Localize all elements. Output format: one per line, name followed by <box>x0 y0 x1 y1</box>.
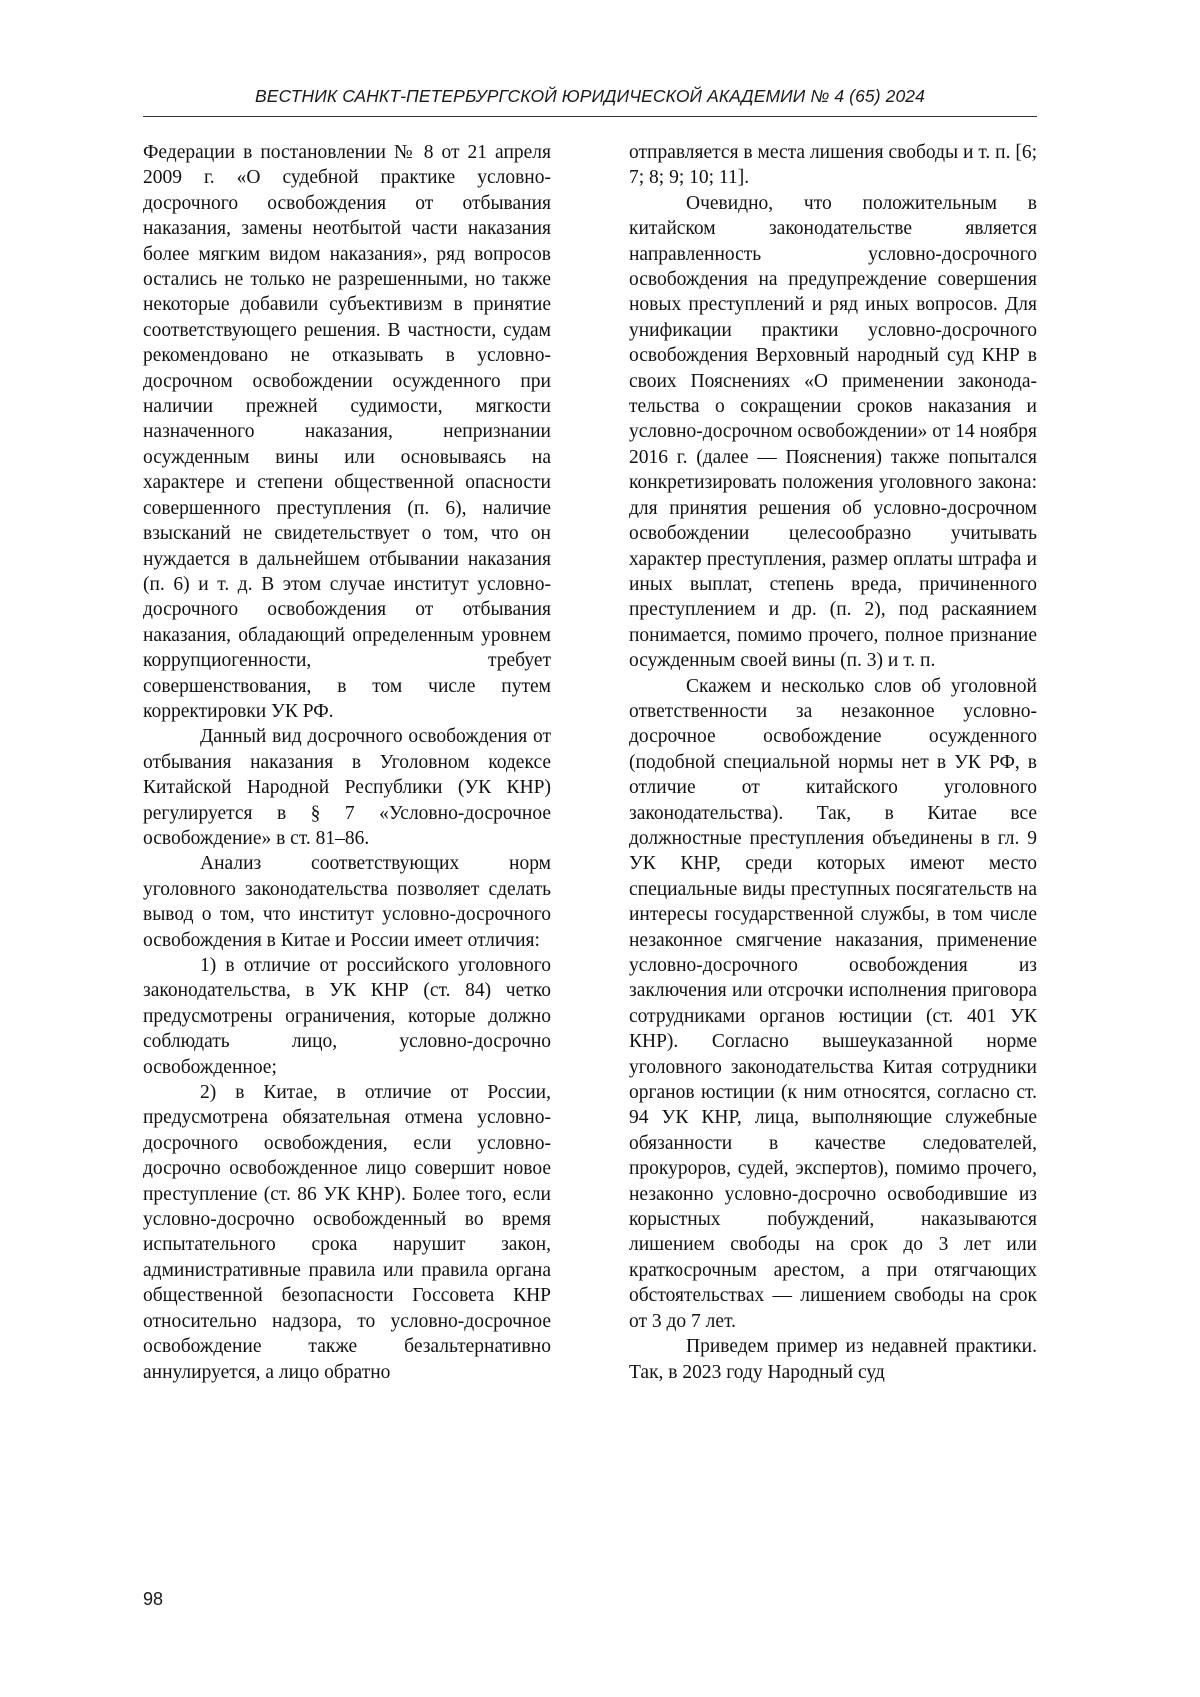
left-column <box>143 140 551 1385</box>
journal-header: ВЕСТНИК САНКТ-ПЕТЕРБУРГСКОЙ ЮРИДИЧЕСКОЙ АКАДЕМИИ № 4 (65) 2024 <box>143 86 1037 107</box>
paragraph: Скажем и несколько слов об уго­ловной ответственности за незаконное условно-досрочное освобождение осуж­денного (подобной специальной нормы нет в УК РФ, в отличие от китайского уголовного законодательства). Так, в Ки­тае все должностные преступления объединены в гл. 9 УК КНР, среди кото­рых имеют место специальные виды пре­ступных посягательств на интересы государственной службы, в том числе не­законное смягчение наказания, примене­ние условно-досрочного освобождения из заключения или отсрочки исполнения приговора сотрудниками органов юсти­ции (ст. 401 УК КНР). Согласно выше­указанной норме уголовного законода­тельства Китая сотрудники органов юс­тиции (к ним относятся, согласно ст. 94 УК КНР, лица, выполняющие служебные обязанности в качестве следователей, прокуроров, судей, экспертов), помимо прочего, незаконно условно-досрочно освободившие из корыстных побужде­ний, наказываются лишением свободы на срок до 3 лет или краткосрочным аре­стом, а при отягчающих обстоятель­ствах — лишением свободы на срок от 3 до 7 лет. <box>629 674 1037 1335</box>
paragraph: Данный вид досрочного освобож­дения от отбывания наказания в Уголов­ном кодексе Китайской Народной Рес­публики (УК КНР) регулируется в § 7 «Условно-досрочное освобождение» в ст. 81–86. <box>143 724 551 851</box>
header-divider <box>143 116 1037 117</box>
right-column <box>629 140 1037 1385</box>
paragraph: Очевидно, что положительным в китайском законодательстве является направленность условно-досрочного освобождения на предупреждение со­вершения новых преступлений и ряд иных вопросов. Для унификации практи­ки условно-досрочного освобождения Верховный народный суд КНР в своих Пояснениях «О применении законода­тельства о сокращении сроков наказания и условно-досрочном освобождении» от 14 ноября 2016 г. (далее — Пояснения) также попытался конкретизировать по­ложения уголовного закона: для приня­тия решения об условно-досрочном освобождении целесообразно учитывать характер преступления, размер оплаты штрафа и иных выплат, степень вреда, причиненного преступлением и др. (п. 2), под раскаянием понимается, помимо прочего, полное признание осужденным своей вины (п. 3) и т. п. <box>629 191 1037 674</box>
paragraph: Федерации в постановлении № 8 от 21 апреля 2009 г. «О судебной практике условно-досрочного освобождения от отбывания наказания, замены неотбытой части наказания более мягким видом наказания», ряд вопросов остались не только не разрешенными, но также неко­торые добавили субъективизм в приня­тие соответствующего решения. В част­ности, судам рекомендовано не отказы­вать в условно-досрочном освобождении осужденного при наличии прежней су­димости, мягкости назначенного наказа­ния, непризнании осужденным вины или основываясь на характере и степени об­щественной опасности совершенного преступления (п. 6), наличие взысканий не свидетельствует о том, что он нужда­ется в дальнейшем отбывании наказания (п. 6) и т. д. В этом случае институт условно-досрочного освобождения от отбывания наказания, обладающий опре­деленным уровнем коррупциогенности, требует совершенствования, в том числе путем корректировки УК РФ. <box>143 140 551 724</box>
list-item: 2) в Китае, в отличие от России, предусмотрена обязательная отмена условно-досрочного освобождения, если условно-досрочно освобожденное лицо совершит новое преступление (ст. 86 УК КНР). Более того, если условно-досрочно освобожденный во время испытательно­го срока нарушит закон, административ­ные правила или правила органа обще­ственной безопасности Госсовета КНР относительно надзора, то условно-досрочное освобождение также безаль­тернативно аннулируется, а лицо обратно <box>143 1080 551 1385</box>
paragraph: отправляется в места лишения свободы и т. п. [6; 7; 8; 9; 10; 11]. <box>629 140 1037 191</box>
paragraph: Приведем пример из недавней практики. Так, в 2023 году Народный суд <box>629 1334 1037 1385</box>
list-item: 1) в отличие от российского уго­ловного законодательства, в УК КНР (ст. 84) четко предусмотрены ограничения, которые должно соблюдать лицо, услов­но-досрочно освобожденное; <box>143 953 551 1080</box>
paragraph: Анализ соответствующих норм уголовного законодательства позволяет сделать вывод о том, что институт условно-досрочного освобождения в Ки­тае и России имеет отличия: <box>143 851 551 953</box>
page-number: 98 <box>143 1589 163 1610</box>
